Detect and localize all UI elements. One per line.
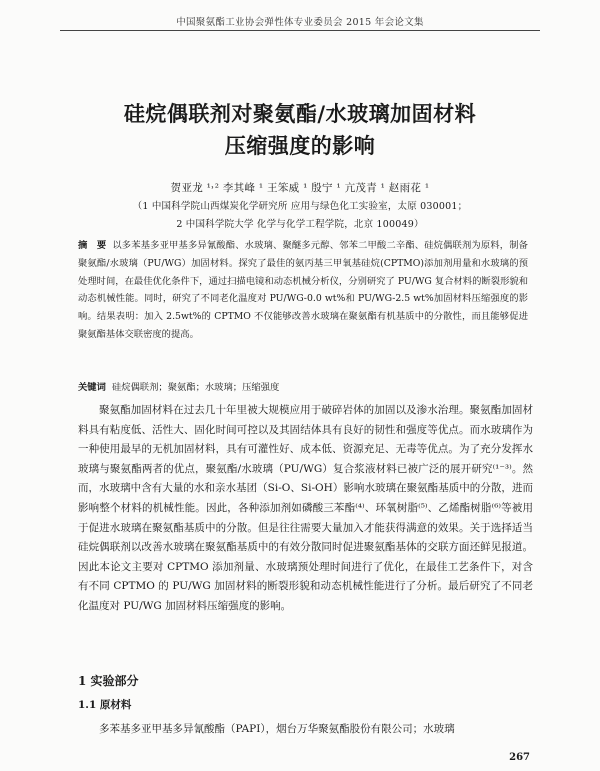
introduction	[78, 401, 533, 617]
author-list: 贺亚龙 ¹˒² 李其峰 ¹ 王笨威 ¹ 殷宁 ¹ 亢茂青 ¹ 赵雨花 ¹	[170, 182, 430, 194]
affiliation-2: 2 中国科学院大学 化学与化学工程学院，北京 100049）	[176, 219, 424, 230]
materials-paragraph: 多苯基多亚甲基多异氰酸酯（PAPI），烟台万华聚氨酯股份有限公司；水玻璃	[99, 723, 455, 735]
abstract	[78, 237, 528, 344]
running-header: 中国聚氨酯工业协会弹性体专业委员会 2015 年会论文集	[176, 17, 424, 28]
keywords-text: 硅烷偶联剂；聚氨酯；水玻璃；压缩强度	[111, 382, 280, 393]
keywords	[78, 379, 528, 396]
header-rule	[60, 30, 540, 31]
paper-title-line-2: 压缩强度的影响	[224, 133, 376, 158]
page-number: 267	[509, 752, 530, 763]
section-heading: 1 实验部分	[78, 674, 139, 688]
intro-paragraph: 聚氨酯加固材料在过去几十年里被大规模应用于破碎岩体的加固以及渗水治理。聚氨酯加固材料具有粘度低、活性大、固化时间可控以及其固结体具有良好的韧性和强度等优点。而水玻璃作为一种使用最早的无机加固材料，具有可灌性好、成本低、资源充足、无毒等优点。为了充分发挥水玻璃与聚氨酯两者的优点，聚氨酯/水玻璃（PU/WG）复合浆液材料已被广泛的展开研究⁽¹⁻³⁾。然而，水玻璃中含有大量的水和亲水基团（Si-O、Si-OH）影响水玻璃在聚氨酯基质中的分散，进而影响整个材料的机械性能。因此，各种添加剂如磷酸三苯酯⁽⁴⁾、环氧树脂⁽⁵⁾、乙烯酯树脂⁽⁶⁾等被用于促进水玻璃在聚氨酯基质中的分散。但是往往需要大量加入才能获得满意的效果。关于选择适当硅烷偶联剂以改善水玻璃在聚氨酯基质中的有效分散同时促进聚氨酯基体的交联方面还鲜见报道。因此本论文主要对 CPTMO 添加剂量、水玻璃预处理时间进行了优化，在最佳工艺条件下，对含有不同 CPTMO 的 PU/WG 加固材料的断裂形貌和动态机械性能进行了分析。最后研究了不同老化温度对 PU/WG 加固材料压缩强度的影响。	[78, 404, 533, 612]
abstract-label: 摘 要	[78, 240, 107, 251]
abstract-text: 以多苯基多亚甲基多异氰酸酯、水玻璃、聚醚多元醇、邻苯二甲酸二辛酯、硅烷偶联剂为原料，制备聚氨酯/水玻璃（PU/WG）加固材料。探究了最佳的氨丙基三甲氧基硅烷(CPTMO)添加剂用量和水玻璃的预处理时间，在最佳优化条件下，通过扫描电镜和动态机械分析仪，分别研究了 PU/WG 复合材料的断裂形貌和动态机械性能。同时，研究了不同老化温度对 PU/WG-0.0 wt%和 PU/WG-2.5 wt%加固材料压缩强度的影响。结果表明：加入 2.5wt%的 CPTMO 不仅能够改善水玻璃在聚氨酯有机基质中的分散性，而且能够促进聚氨酯基体交联密度的提高。	[78, 240, 528, 340]
keywords-label: 关键词	[78, 382, 106, 393]
paper-title-line-1: 硅烷偶联剂对聚氨酯/水玻璃加固材料	[123, 101, 477, 126]
affiliation-1: （1 中国科学院山西煤炭化学研究所 应用与绿色化工实验室，太原 030001；	[132, 201, 468, 212]
subsection-heading: 1.1 原材料	[78, 699, 132, 711]
